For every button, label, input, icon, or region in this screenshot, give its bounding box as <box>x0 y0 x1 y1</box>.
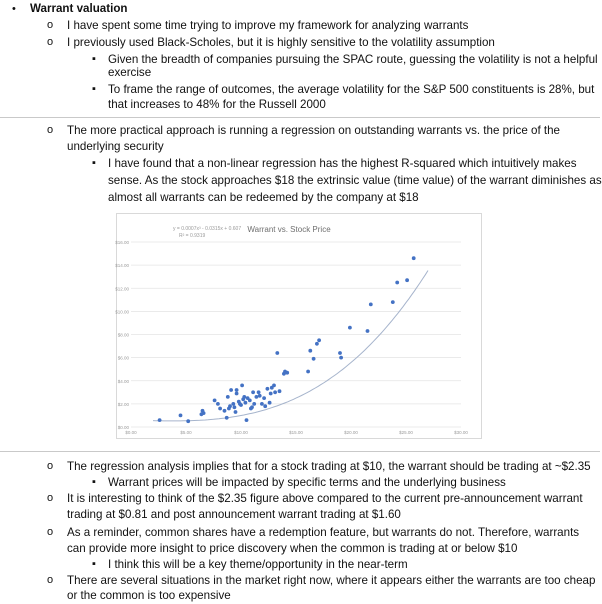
data-point <box>269 392 273 396</box>
data-point <box>366 329 370 333</box>
section-divider <box>0 117 600 118</box>
data-point <box>239 403 243 407</box>
circle-bullet: o <box>47 492 54 504</box>
data-point <box>395 281 399 285</box>
data-point <box>312 357 316 361</box>
circle-bullet: o <box>47 526 54 538</box>
x-tick-label: $10.00 <box>234 430 248 435</box>
data-point <box>317 338 321 342</box>
data-point <box>235 388 239 392</box>
data-point <box>226 395 230 399</box>
data-point <box>266 387 270 391</box>
r-squared: R² = 0.9319 <box>179 233 206 239</box>
y-tick-label: $16.00 <box>115 240 129 245</box>
data-point <box>179 414 183 418</box>
data-point <box>229 388 233 392</box>
list-item: Warrant prices will be impacted by specific terms and the underlying business <box>108 476 506 489</box>
list-item-continuation: or the common is too expensive <box>67 589 231 602</box>
x-tick-label: $25.00 <box>399 430 413 435</box>
list-item: As a reminder, common shares have a redemption feature, but warrants do not. Therefore, warrants <box>67 526 580 539</box>
list-item: I have found that a non-linear regression has the highest R-squared which intuitively makes <box>108 157 577 170</box>
data-point <box>225 416 229 420</box>
data-point <box>272 384 276 388</box>
x-tick-label: $15.00 <box>289 430 303 435</box>
data-point <box>391 300 395 304</box>
data-point <box>348 326 352 330</box>
data-point <box>242 395 246 399</box>
square-bullet: ▪ <box>92 558 96 570</box>
chart-title: Warrant vs. Stock Price <box>247 225 331 234</box>
chart-canvas <box>117 214 481 438</box>
data-point <box>308 349 312 353</box>
data-point <box>248 399 252 403</box>
data-point <box>231 402 235 406</box>
data-point <box>412 256 416 260</box>
data-point <box>255 395 259 399</box>
data-point <box>262 396 266 400</box>
data-point <box>285 371 289 375</box>
list-item: The regression analysis implies that for a stock trading at $10, the warrant should be trading at ~$2.35 <box>67 460 591 473</box>
list-item: To frame the range of outcomes, the average volatility for the S&P 500 constituents is 28%, but <box>108 83 595 96</box>
data-point <box>213 399 217 403</box>
section-title: Warrant valuation <box>30 2 128 15</box>
data-point <box>216 402 220 406</box>
x-tick-label: $5.00 <box>180 430 192 435</box>
circle-bullet: o <box>47 36 54 48</box>
x-tick-label: $20.00 <box>344 430 358 435</box>
y-tick-label: $6.00 <box>117 355 129 361</box>
circle-bullet: o <box>47 19 54 31</box>
square-bullet: ▪ <box>92 53 96 65</box>
trendline <box>153 271 428 421</box>
list-item-continuation: exercise <box>108 66 152 79</box>
list-item-continuation: trading at $0.81 and post announcement warrant trading at $1.60 <box>67 508 401 521</box>
y-tick-label: $12.00 <box>115 286 129 292</box>
list-item: The more practical approach is running a regression on outstanding warrants vs. the price of the <box>67 124 561 137</box>
list-item: I previously used Black-Scholes, but it is highly sensitive to the volatility assumption <box>67 36 495 49</box>
data-point <box>186 419 190 423</box>
data-point <box>233 405 237 409</box>
data-point <box>158 418 162 422</box>
data-point <box>234 410 238 414</box>
list-item: Given the breadth of companies pursuing the SPAC route, guessing the volatility is not a helpful <box>108 53 598 66</box>
square-bullet: ▪ <box>92 83 96 95</box>
data-point <box>369 303 373 307</box>
data-point <box>257 390 261 394</box>
circle-bullet: o <box>47 574 54 586</box>
data-point <box>218 407 222 411</box>
data-point <box>240 384 244 388</box>
chart-gridlines <box>131 242 461 427</box>
data-point <box>273 390 277 394</box>
data-point <box>202 411 206 415</box>
data-point <box>315 342 319 346</box>
y-tick-label: $14.00 <box>115 263 129 269</box>
data-point <box>223 409 227 413</box>
x-tick-label: $30.00 <box>454 430 468 435</box>
data-point <box>252 402 256 406</box>
list-item-continuation: that increases to 48% for the Russell 2000 <box>108 98 326 111</box>
data-point <box>244 401 248 405</box>
data-point <box>263 404 267 408</box>
data-point <box>306 370 310 374</box>
y-tick-label: $4.00 <box>117 378 129 384</box>
data-point <box>228 404 232 408</box>
list-item: I think this will be a key theme/opportunity in the near-term <box>108 558 408 571</box>
square-bullet: ▪ <box>92 157 96 169</box>
bullet-dot: • <box>12 3 16 15</box>
y-tick-label: $2.00 <box>117 401 129 407</box>
data-point <box>275 351 279 355</box>
data-point <box>339 356 343 360</box>
scatter-chart <box>116 213 482 439</box>
data-point <box>268 401 272 405</box>
list-item-continuation: underlying security <box>67 140 164 153</box>
data-point <box>258 394 262 398</box>
trend-equation: y = 0.0007x³ - 0.0315x + 0.607 <box>173 226 242 232</box>
data-point <box>250 405 254 409</box>
y-tick-label: $10.00 <box>115 309 129 315</box>
y-tick-label: $0.00 <box>117 425 129 430</box>
list-item: It is interesting to think of the $2.35 figure above compared to the current pre-announcement warrant <box>67 492 583 505</box>
data-point <box>245 418 249 422</box>
x-tick-label: $0.00 <box>125 430 137 435</box>
square-bullet: ▪ <box>92 476 96 488</box>
section-divider <box>0 451 600 452</box>
circle-bullet: o <box>47 124 54 136</box>
list-item-continuation: sense. As the stock approaches $18 the extrinsic value (time value) of the warrant diminishes as <box>108 174 602 187</box>
list-item-continuation: almost all warrants can be redeemed by the company at $18 <box>108 191 419 204</box>
data-point <box>235 392 239 396</box>
circle-bullet: o <box>47 460 54 472</box>
data-point <box>405 278 409 282</box>
data-point <box>260 402 264 406</box>
data-point <box>251 390 255 394</box>
y-tick-label: $8.00 <box>117 332 129 338</box>
chart-points <box>158 256 416 423</box>
data-point <box>278 389 282 393</box>
chart-axis-labels <box>115 240 468 435</box>
list-item-continuation: can provide more insight to price discovery when the common is trading at or below $10 <box>67 542 518 555</box>
data-point <box>338 351 342 355</box>
list-item: There are several situations in the market right now, where it appears either the warrants are too cheap <box>67 574 596 587</box>
list-item: I have spent some time trying to improve my framework for analyzing warrants <box>67 19 469 32</box>
